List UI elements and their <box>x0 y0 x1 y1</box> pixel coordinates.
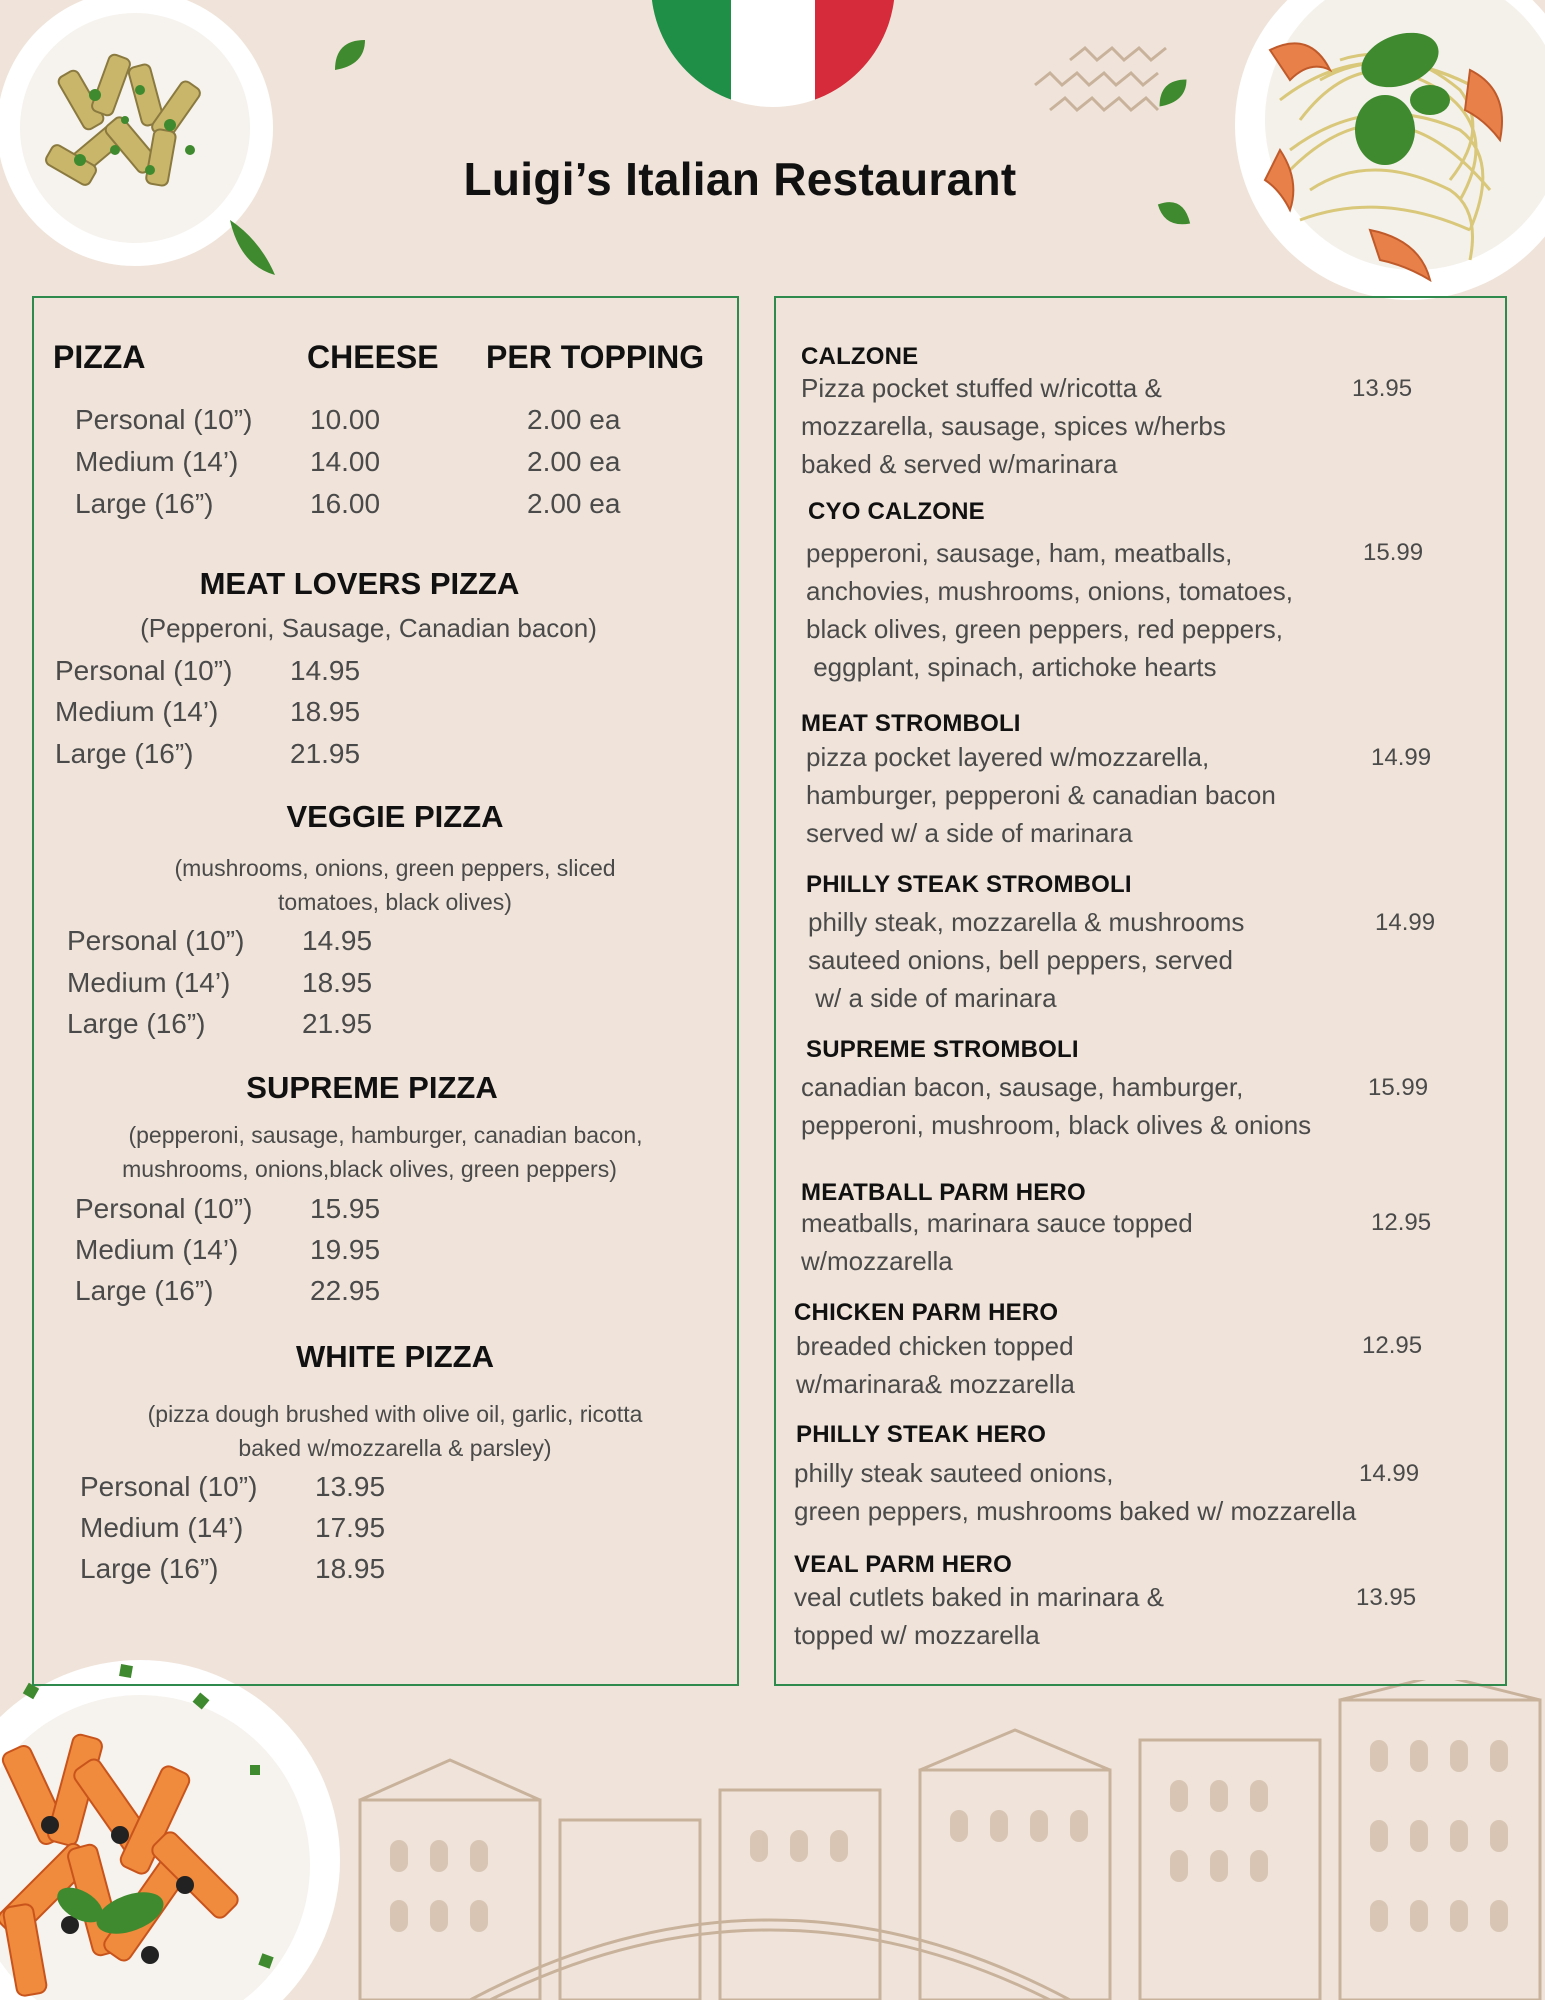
white-description-line-2: baked w/mozzarella & parsley) <box>238 1435 552 1461</box>
veal-parm-hero-price: 13.95 <box>1356 1584 1417 1611</box>
cyo-calzone-description-line-3: black olives, green peppers, red peppers, <box>806 614 1283 644</box>
white-price-large: 18.95 <box>315 1553 386 1584</box>
supreme-stromboli-heading: SUPREME STROMBOLI <box>806 1036 1079 1063</box>
chicken-parm-hero-price: 12.95 <box>1362 1332 1423 1359</box>
veggie-size-medium: Medium (14’) <box>67 967 231 998</box>
cyo-calzone-heading: CYO CALZONE <box>808 498 985 525</box>
pasta-plate-top-left <box>0 0 290 290</box>
chicken-parm-hero-heading: CHICKEN PARM HERO <box>794 1299 1059 1326</box>
supreme-price-large: 22.95 <box>310 1275 381 1306</box>
supreme-description-line-2: mushrooms, onions,black olives, green peppers) <box>122 1156 617 1182</box>
cheese-price-medium: 14.00 <box>310 446 381 477</box>
veggie-size-large: Large (16”) <box>67 1008 206 1039</box>
calzone-description-line-2: mozzarella, sausage, spices w/herbs <box>801 411 1226 441</box>
veggie-description-line-1: (mushrooms, onions, green peppers, sliced <box>174 855 616 881</box>
topping-price-personal: 2.00 ea <box>527 404 621 435</box>
meatball-parm-hero-description-line-2: w/mozzarella <box>801 1246 953 1276</box>
philly-steak-hero-description-line-2: green peppers, mushrooms baked w/ mozzarella <box>794 1496 1357 1526</box>
white-pizza-heading: WHITE PIZZA <box>295 1339 495 1374</box>
per-topping-column-header: PER TOPPING <box>486 339 705 375</box>
meat-stromboli-description-line-1: pizza pocket layered w/mozzarella, <box>806 742 1210 772</box>
philly-steak-stromboli-heading: PHILLY STEAK STROMBOLI <box>806 871 1132 898</box>
meat-stromboli-description-line-3: served w/ a side of marinara <box>806 818 1133 848</box>
meat-lovers-price-personal: 14.95 <box>290 655 361 686</box>
meat-lovers-price-large: 21.95 <box>290 738 361 769</box>
topping-price-medium: 2.00 ea <box>527 446 621 477</box>
calzone-price: 13.95 <box>1352 375 1413 402</box>
veggie-size-personal: Personal (10”) <box>67 925 245 956</box>
philly-steak-stromboli-description-line-2: sauteed onions, bell peppers, served <box>808 945 1233 975</box>
veal-parm-hero-description-line-1: veal cutlets baked in marinara & <box>794 1582 1164 1612</box>
leaf-icon <box>330 35 370 75</box>
penne-plate-bottom-left <box>0 1655 340 2000</box>
meat-lovers-size-medium: Medium (14’) <box>55 696 219 727</box>
supreme-stromboli-price: 15.99 <box>1368 1074 1429 1101</box>
supreme-description-line-1: (pepperoni, sausage, hamburger, canadian bacon, <box>128 1122 643 1148</box>
white-size-medium: Medium (14’) <box>80 1512 244 1543</box>
calzone-heading: CALZONE <box>801 343 919 370</box>
philly-steak-hero-heading: PHILLY STEAK HERO <box>796 1421 1047 1448</box>
supreme-stromboli-description-line-1: canadian bacon, sausage, hamburger, <box>801 1072 1244 1102</box>
cyo-calzone-description-line-2: anchovies, mushrooms, onions, tomatoes, <box>806 576 1294 606</box>
pizza-column-header: PIZZA <box>53 339 146 375</box>
calzone-description-line-1: Pizza pocket stuffed w/ricotta & <box>801 373 1162 403</box>
meat-lovers-size-personal: Personal (10”) <box>55 655 233 686</box>
supreme-price-medium: 19.95 <box>310 1234 381 1265</box>
zigzag-doodle <box>1030 15 1190 120</box>
white-size-large: Large (16”) <box>80 1553 219 1584</box>
meat-lovers-price-medium: 18.95 <box>290 696 361 727</box>
white-description-line-1: (pizza dough brushed with olive oil, garlic, ricotta <box>147 1401 643 1427</box>
chicken-parm-hero-description-line-1: breaded chicken topped <box>796 1331 1074 1361</box>
chicken-parm-hero-description-line-2: w/marinara& mozzarella <box>796 1369 1075 1399</box>
meat-lovers-size-large: Large (16”) <box>55 738 194 769</box>
cheese-column-header: CHEESE <box>307 339 439 375</box>
restaurant-title: Luigi’s Italian Restaurant <box>463 153 1017 205</box>
supreme-stromboli-description-line-2: pepperoni, mushroom, black olives & onions <box>801 1110 1312 1140</box>
veggie-price-large: 21.95 <box>302 1008 373 1039</box>
cheese-price-personal: 10.00 <box>310 404 381 435</box>
shrimp-pasta-plate-top-right <box>1220 0 1545 300</box>
white-size-personal: Personal (10”) <box>80 1471 258 1502</box>
meat-lovers-heading: MEAT LOVERS PIZZA <box>199 566 520 601</box>
italian-flag-circle <box>648 0 898 110</box>
philly-steak-stromboli-description-line-1: philly steak, mozzarella & mushrooms <box>808 907 1245 937</box>
veggie-description-line-2: tomatoes, black olives) <box>278 889 512 915</box>
philly-steak-stromboli-price: 14.99 <box>1375 909 1436 936</box>
supreme-price-personal: 15.95 <box>310 1193 381 1224</box>
meatball-parm-hero-heading: MEATBALL PARM HERO <box>801 1179 1086 1206</box>
supreme-size-personal: Personal (10”) <box>75 1193 253 1224</box>
meatball-parm-hero-description-line-1: meatballs, marinara sauce topped <box>801 1208 1193 1238</box>
philly-steak-hero-price: 14.99 <box>1359 1460 1420 1487</box>
philly-steak-stromboli-description-line-3: w/ a side of marinara <box>808 983 1057 1013</box>
cyo-calzone-description-line-1: pepperoni, sausage, ham, meatballs, <box>806 538 1233 568</box>
meat-stromboli-description-line-2: hamburger, pepperoni & canadian bacon <box>806 780 1276 810</box>
meatball-parm-hero-price: 12.95 <box>1371 1209 1432 1236</box>
pizza-size-large: Large (16”) <box>75 488 214 519</box>
supreme-size-large: Large (16”) <box>75 1275 214 1306</box>
white-price-personal: 13.95 <box>315 1471 386 1502</box>
supreme-pizza-heading: SUPREME PIZZA <box>246 1070 498 1105</box>
veal-parm-hero-heading: VEAL PARM HERO <box>794 1551 1012 1578</box>
pizza-size-personal: Personal (10”) <box>75 404 253 435</box>
topping-price-large: 2.00 ea <box>527 488 621 519</box>
veal-parm-hero-description-line-2: topped w/ mozzarella <box>794 1620 1040 1650</box>
cyo-calzone-price: 15.99 <box>1363 539 1424 566</box>
meat-stromboli-heading: MEAT STROMBOLI <box>801 710 1021 737</box>
meat-stromboli-price: 14.99 <box>1371 744 1432 771</box>
calzone-description-line-3: baked & served w/marinara <box>801 449 1118 479</box>
philly-steak-hero-description-line-1: philly steak sauteed onions, <box>794 1458 1114 1488</box>
supreme-size-medium: Medium (14’) <box>75 1234 239 1265</box>
meat-lovers-description: (Pepperoni, Sausage, Canadian bacon) <box>140 613 597 643</box>
city-sketch-illustration <box>320 1680 1545 2000</box>
veggie-price-personal: 14.95 <box>302 925 373 956</box>
veggie-pizza-heading: VEGGIE PIZZA <box>286 799 504 834</box>
cheese-price-large: 16.00 <box>310 488 381 519</box>
pizza-size-medium: Medium (14’) <box>75 446 239 477</box>
cyo-calzone-description-line-4: eggplant, spinach, artichoke hearts <box>806 652 1217 682</box>
white-price-medium: 17.95 <box>315 1512 386 1543</box>
veggie-price-medium: 18.95 <box>302 967 373 998</box>
